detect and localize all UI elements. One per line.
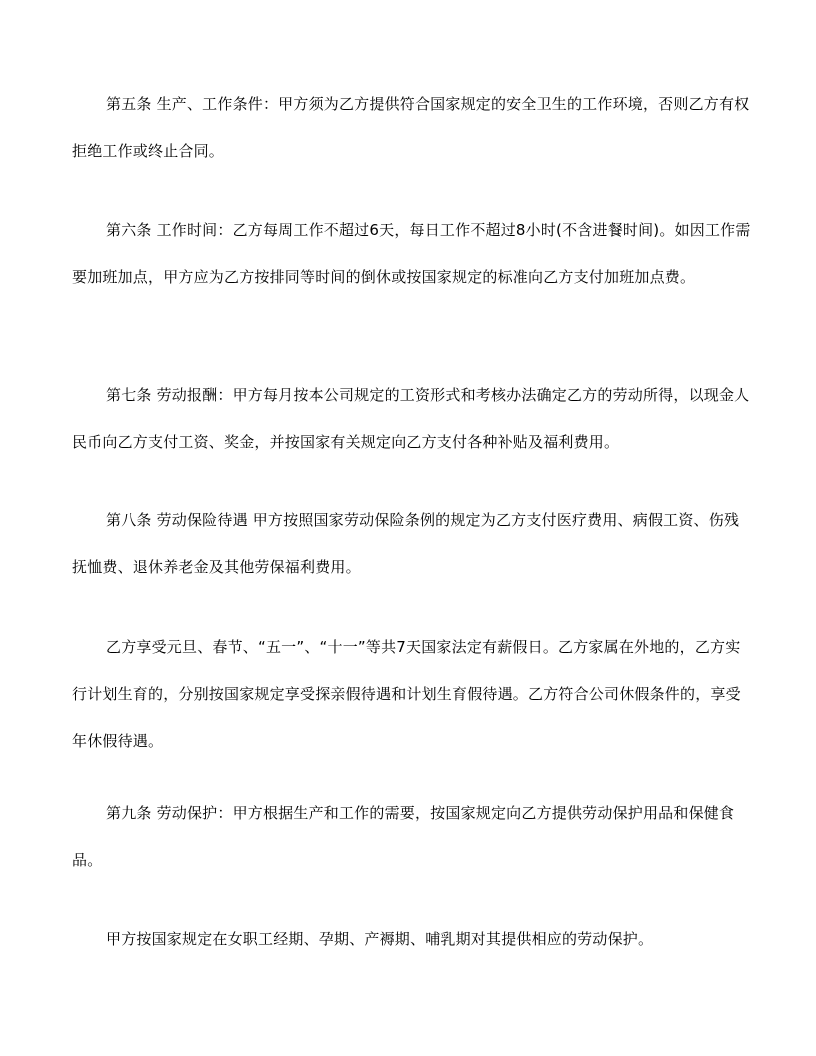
article-5-paragraph: 第五条 生产、工作条件：甲方须为乙方提供符合国家规定的安全卫生的工作环境，否则乙方有权拒绝工作或终止合同。 (72, 95, 750, 160)
female-protection-paragraph: 甲方按国家规定在女职工经期、孕期、产褥期、哺乳期对其提供相应的劳动保护。 (106, 930, 654, 948)
article-8-paragraph: 第八条 劳动保险待遇 甲方按照国家劳动保险条例的规定为乙方支付医疗费用、病假工资、伤残抚恤费、退休养老金及其他劳保福利费用。 (72, 511, 740, 576)
article-9-paragraph: 第九条 劳动保护：甲方根据生产和工作的需要，按国家规定向乙方提供劳动保护用品和保健食品。 (72, 804, 735, 869)
article-6-paragraph: 第六条 工作时间：乙方每周工作不超过6天，每日工作不超过8小时(不含进餐时间)。如因工作需要加班加点，甲方应为乙方按排同等时间的倒休或按国家规定的标准向乙方支付加班加点费。 (72, 221, 751, 286)
holiday-leave-paragraph: 乙方享受元旦、春节、“五一”、“十一”等共7天国家法定有薪假日。乙方家属在外地的，乙方实行计划生育的，分别按国家规定享受探亲假待遇和计划生育假待遇。乙方符合公司休假条件的，享受年休假待遇。 (72, 638, 741, 750)
article-7-paragraph: 第七条 劳动报酬：甲方每月按本公司规定的工资形式和考核办法确定乙方的劳动所得，以现金人民币向乙方支付工资、奖金，并按国家有关规定向乙方支付各种补贴及福利费用。 (72, 386, 750, 451)
